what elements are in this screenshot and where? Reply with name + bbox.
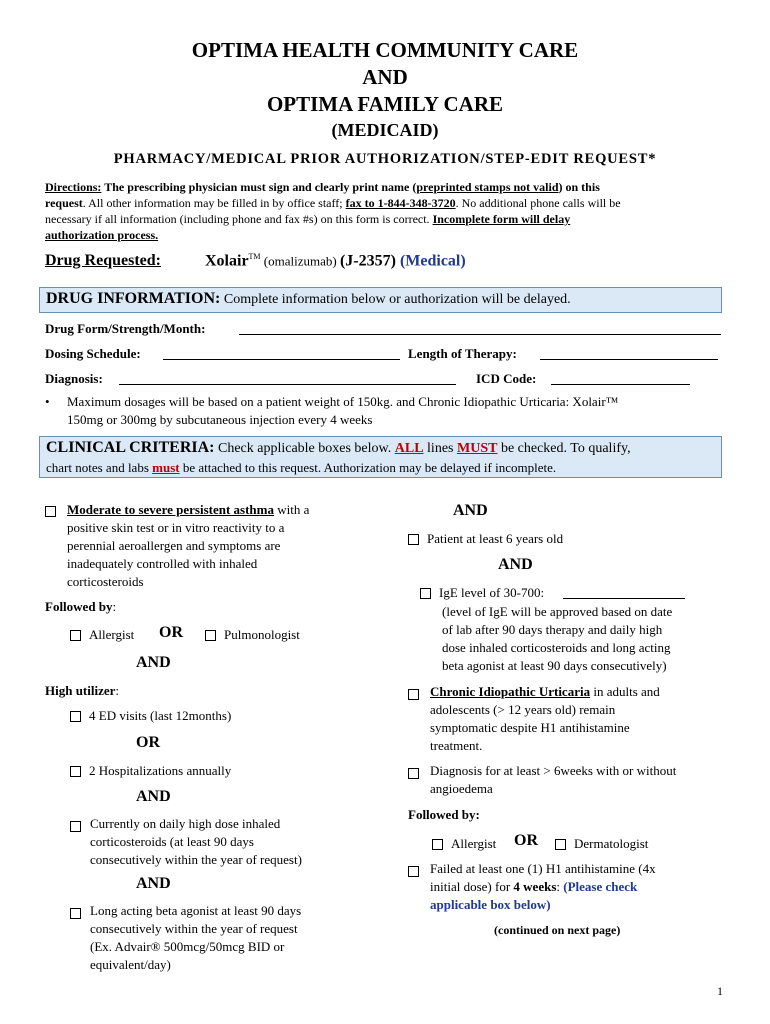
ciu-line-2: adolescents (> 12 years old) remain (430, 702, 616, 717)
ige-option: IgE level of 30-700: (420, 585, 544, 601)
laba-line-2: consecutively within the year of request (90, 921, 298, 936)
continued-note: (continued on next page) (494, 923, 621, 937)
failed-line-3: applicable box below) (430, 897, 551, 912)
hospitalizations-option: 2 Hospitalizations annually (70, 763, 231, 779)
ige-level-field[interactable] (563, 586, 685, 599)
diagnosis-field[interactable] (119, 372, 456, 385)
drug-information-note: Complete information below or authorization will be delayed. (220, 292, 571, 307)
page-number: 1 (717, 984, 723, 998)
icd-code-field[interactable] (551, 372, 690, 385)
drug-requested-value: Xolair™ (omalizumab) (J-2357) (Medical) (205, 252, 466, 270)
right-followed-by: Followed by: (408, 807, 480, 822)
asthma-line-5: corticosteroids (67, 574, 144, 589)
or-label: OR (136, 734, 160, 751)
directions-line-4: authorization process. (45, 228, 159, 242)
dosing-schedule-label: Dosing Schedule: (45, 346, 141, 361)
drug-information-header (39, 287, 722, 313)
dosage-note-line-2: 150mg or 300mg by subcutaneous injection every 4 weeks (67, 412, 373, 427)
right-allergist-option: Allergist (432, 836, 496, 852)
dx-line-2: angioedema (430, 781, 493, 796)
failed-antihistamine-checkbox[interactable] (408, 866, 419, 877)
icd-code-label: ICD Code: (476, 371, 537, 386)
title-line-1: OPTIMA HEALTH COMMUNITY CARE (191, 38, 579, 62)
drug-information-heading: DRUG INFORMATION: (46, 290, 221, 307)
age-checkbox[interactable] (408, 534, 419, 545)
right-allergist-checkbox[interactable] (432, 839, 443, 850)
asthma-line-1: Moderate to severe persistent asthma with a (67, 502, 310, 517)
length-of-therapy-label: Length of Therapy: (408, 346, 517, 361)
ics-line-3: consecutively within the year of request) (90, 852, 302, 867)
ige-checkbox[interactable] (420, 588, 431, 599)
ics-line-2: corticosteroids (at least 90 days (90, 834, 254, 849)
title-line-3: OPTIMA FAMILY CARE (266, 92, 504, 116)
asthma-checkbox-row (45, 503, 64, 521)
drug-requested-label: Drug Requested: (45, 252, 161, 269)
diagnosis-label: Diagnosis: (45, 371, 103, 386)
dx-line-1: Diagnosis for at least > 6weeks with or without (430, 763, 677, 778)
laba-line-1: Long acting beta agonist at least 90 days (90, 903, 302, 918)
pulmonologist-checkbox[interactable] (205, 630, 216, 641)
asthma-line-2: positive skin test or in vitro reactivity to a (67, 520, 285, 535)
and-label: AND (453, 502, 488, 519)
ciu-line-3: symptomatic despite H1 antihistamine (430, 720, 630, 735)
ige-line-4: dose inhaled corticosteroids and long acting (442, 640, 671, 655)
ige-line-3: of lab after 90 days therapy and daily high (442, 622, 663, 637)
and-label: AND (136, 788, 171, 805)
title-line-2: AND (362, 65, 408, 89)
ciu-line-4: treatment. (430, 738, 483, 753)
laba-line-4: equivalent/day) (90, 957, 171, 972)
left-followed-by: Followed by: (45, 599, 117, 614)
title-line-4: (MEDICAID) (331, 120, 439, 140)
asthma-line-3: perennial aeroallergen and symptoms are (67, 538, 281, 553)
ics-checkbox[interactable] (70, 821, 81, 832)
high-utilizer-label: High utilizer: (45, 683, 120, 698)
clinical-criteria-heading: CLINICAL CRITERIA: (46, 439, 215, 456)
directions-line-3: necessary if all information (including phone and fax #s) on this form is correct. Incomplete form will delay (45, 212, 571, 226)
form-subtitle: PHARMACY/MEDICAL PRIOR AUTHORIZATION/STEP-EDIT REQUEST* (113, 151, 657, 167)
laba-checkbox-row (70, 905, 89, 923)
failed-line-1: Failed at least one (1) H1 antihistamine (4x (430, 861, 656, 876)
bullet-dot: • (45, 394, 50, 409)
ige-line-2: (level of IgE will be approved based on date (442, 604, 673, 619)
dermatologist-option: Dermatologist (555, 836, 648, 852)
ics-line-1: Currently on daily high dose inhaled (90, 816, 281, 831)
laba-line-3: (Ex. Advair® 500mcg/50mcg BID or (90, 939, 285, 954)
allergist-checkbox[interactable] (70, 630, 81, 641)
failed-checkbox-row (408, 863, 427, 881)
or-label: OR (514, 832, 538, 849)
asthma-line-4: inadequately controlled with inhaled (67, 556, 258, 571)
and-label: AND (136, 875, 171, 892)
directions-line-2: request. All other information may be filled in by office staff; fax to 1-844-348-3720. No additional phone calls will be (45, 196, 621, 210)
dermatologist-checkbox[interactable] (555, 839, 566, 850)
ciu-line-1: Chronic Idiopathic Urticaria in adults and (430, 684, 660, 699)
and-label: AND (136, 654, 171, 671)
ciu-checkbox[interactable] (408, 689, 419, 700)
clinical-criteria-header: CLINICAL CRITERIA: Check applicable boxes below. ALL lines MUST be checked. To qualify, chart notes and labs must be attached to this request. Authorization may be delayed if incomplete. (39, 436, 722, 478)
ics-checkbox-row (70, 818, 89, 836)
diagnosis-duration-checkbox[interactable] (408, 768, 419, 779)
or-label: OR (159, 624, 183, 641)
ige-line-5: beta agonist at least 90 days consecutively) (442, 658, 667, 673)
dx-checkbox-row (408, 765, 427, 783)
ciu-checkbox-row (408, 686, 427, 704)
ed-visits-option: 4 ED visits (last 12months) (70, 708, 231, 724)
dosage-note-line-1: Maximum dosages will be based on a patient weight of 150kg. and Chronic Idiopathic Urticaria: Xolair™ (67, 394, 619, 409)
drug-requested-row (45, 252, 161, 270)
and-label: AND (498, 556, 533, 573)
drug-form-field[interactable] (239, 322, 721, 335)
allergist-option: Allergist (70, 627, 134, 643)
asthma-checkbox[interactable] (45, 506, 56, 517)
age-option: Patient at least 6 years old (408, 531, 563, 547)
dosing-schedule-field[interactable] (163, 347, 400, 360)
directions-line-1: Directions: The prescribing physician must sign and clearly print name (preprinted stamps not valid) on this (45, 180, 600, 194)
drug-form-label: Drug Form/Strength/Month: (45, 321, 206, 336)
pulmonologist-option: Pulmonologist (205, 627, 300, 643)
laba-checkbox[interactable] (70, 908, 81, 919)
failed-line-2: initial dose) for 4 weeks: (Please check (430, 879, 638, 894)
length-of-therapy-field[interactable] (540, 347, 718, 360)
hospitalizations-checkbox[interactable] (70, 766, 81, 777)
ed-visits-checkbox[interactable] (70, 711, 81, 722)
